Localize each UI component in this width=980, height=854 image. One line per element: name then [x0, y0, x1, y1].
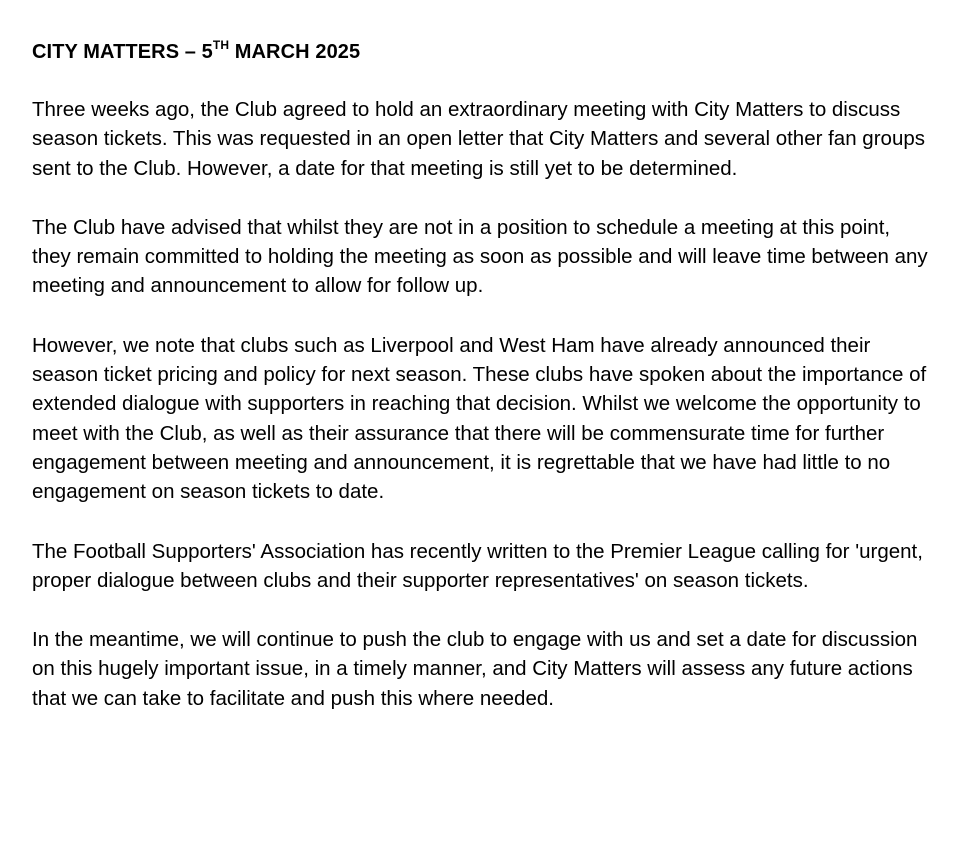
paragraph-club-advice: The Club have advised that whilst they are not in a position to schedule a meeting at this point, they remain committed to holding the meeting as soon as possible and will leave time between any meeting and announcement to allow for follow up.	[32, 215, 928, 298]
title-prefix: CITY MATTERS – 5	[32, 41, 213, 63]
title-ordinal-superscript: TH	[212, 38, 230, 53]
document-title	[32, 38, 932, 66]
paragraph-other-clubs: However, we note that clubs such as Liverpool and West Ham have already announced their season ticket pricing and policy for next season. These clubs have spoken about the importance of extended dialogue with supporters in reaching that decision. Whilst we welcome the opportunity to meet with the Club, as well as their assurance that there will be commensurate time for further engagement between meeting and announcement, it is regrettable that we have had little to no engagement on season tickets to date.	[32, 333, 927, 504]
paragraph-next-steps: In the meantime, we will continue to push the club to engage with us and set a date for discussion on this hugely important issue, in a timely manner, and City Matters will assess any future actions that we can take to facilitate and push this where needed.	[32, 628, 918, 710]
statement-document	[32, 38, 932, 743]
title-suffix: MARCH 2025	[229, 41, 361, 63]
paragraph-fsa-letter: The Football Supporters' Association has recently written to the Premier League calling for 'urgent, proper dialogue between clubs and their supporter representatives' on season tickets.	[32, 539, 923, 592]
paragraph-meeting-agreed: Three weeks ago, the Club agreed to hold an extraordinary meeting with City Matters to discuss season tickets. This was requested in an open letter that City Matters and several other fan groups sent to the Club. However, a date for that meeting is still yet to be determined.	[32, 98, 925, 180]
